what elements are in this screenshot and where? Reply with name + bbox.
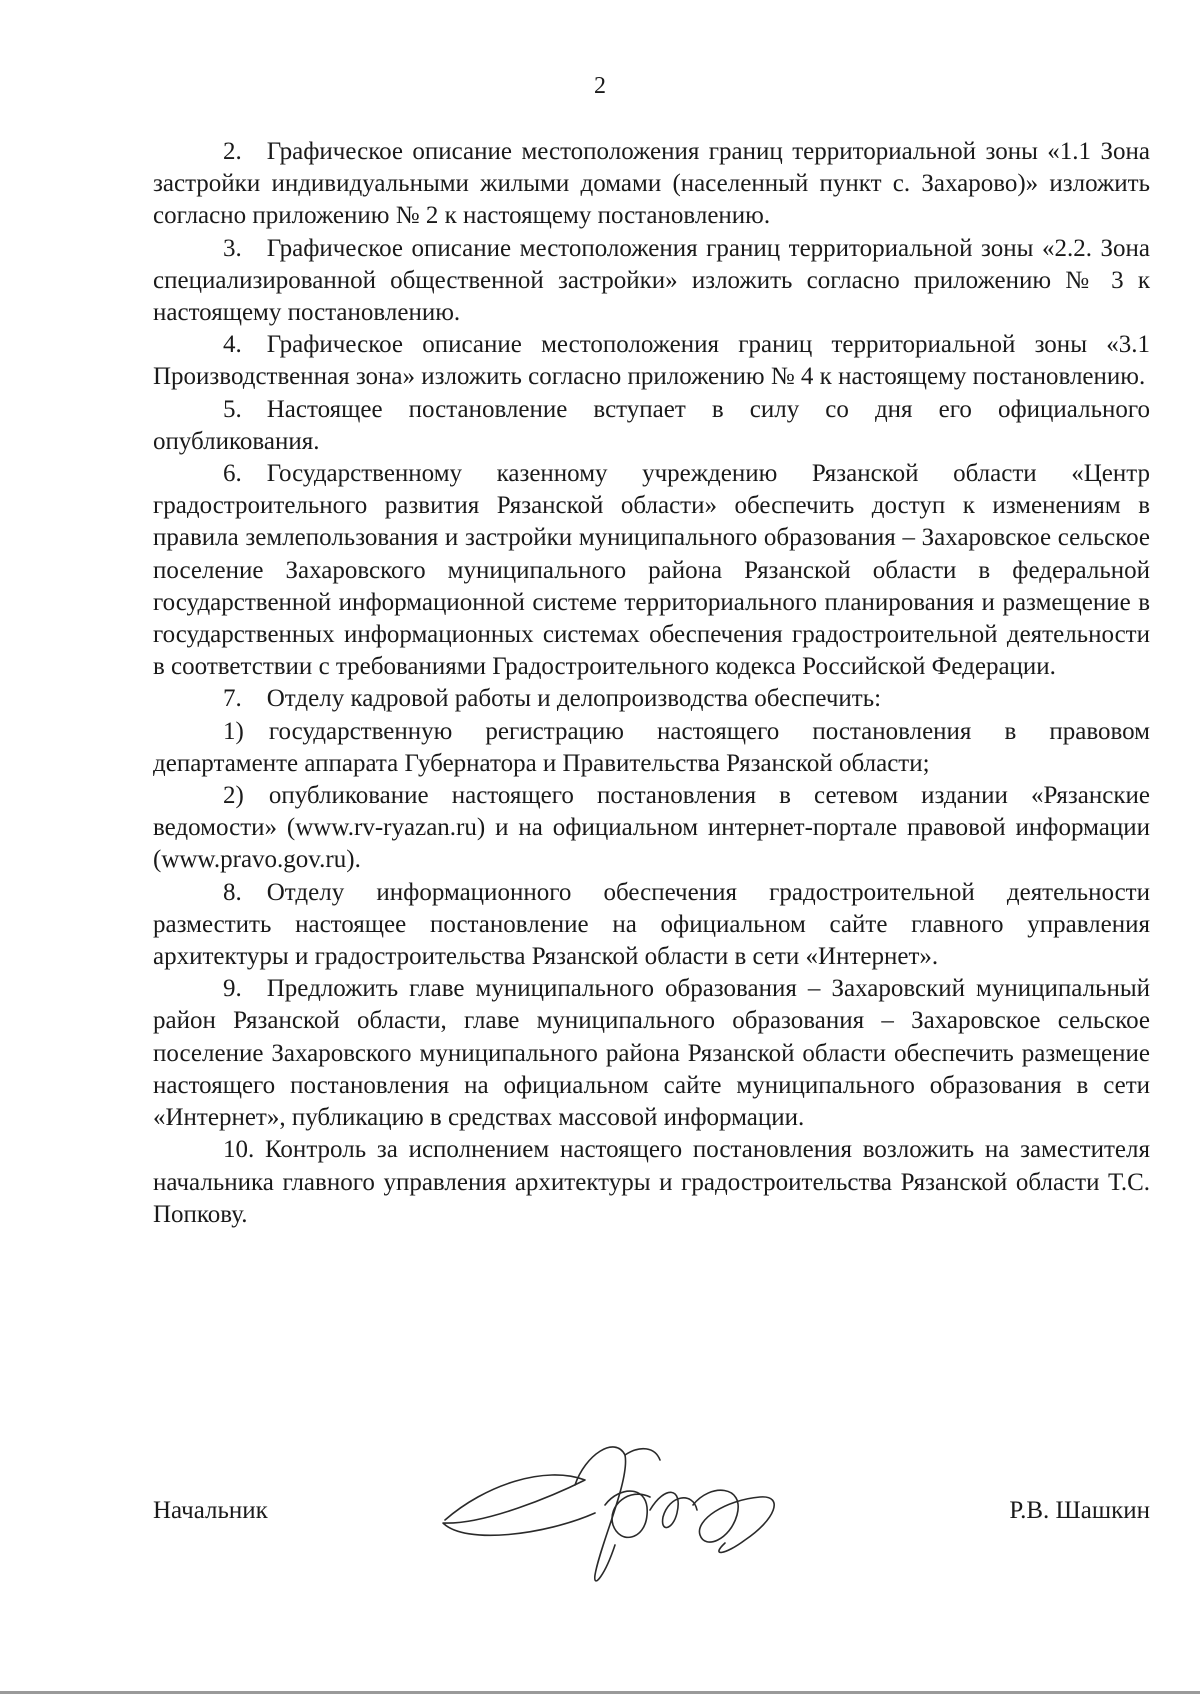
signatory-position: Начальник [153, 1497, 268, 1524]
paragraph-item-3: 3. Графическое описание местоположения границ территориальной зоны «2.2. Зона специализированной общественной застройки» изложить согласно приложению № 3 к настоящему постановлению. [153, 234, 1150, 327]
subparagraph-item-1: 1) государственную регистрацию настоящего постановления в правовом департаменте аппарата Губернатора и Правительства Рязанской области; [153, 717, 1150, 777]
page-bottom-edge [0, 1691, 1200, 1694]
paragraph-item-8: 8. Отделу информационного обеспечения градостроительной деятельности разместить настоящее постановление на официальном сайте главного управления архитектуры и градостроительства Рязанской области в сети «Интернет». [153, 878, 1150, 971]
document-body [153, 136, 1150, 1231]
paragraph-item-2: 2. Графическое описание местоположения границ территориальной зоны «1.1 Зона застройки индивидуальными жилыми домами (населенный пункт с. Захарово)» изложить согласно приложению № 2 к настоящему постановлению. [153, 138, 1150, 230]
paragraph-item-5: 5. Настоящее постановление вступает в силу со дня его официального опубликования. [153, 395, 1150, 455]
paragraph-item-9: 9. Предложить главе муниципального образования – Захаровский муниципальный район Рязанской области, главе муниципального образования – Захаровское сельское поселение Захаровского муниципального района Рязанской области обеспечить размещение настоящего постановления на официальном сайте муниципального образования в сети «Интернет», публикацию в средствах массовой информации. [153, 975, 1150, 1132]
paragraph-item-6: 6. Государственному казенному учреждению Рязанской области «Центр градостроительного развития Рязанской области» обеспечить доступ к изменениям в правила землепользования и застройки муниципального образования – Захаровское сельское поселение Захаровского муниципального района Рязанской области в федеральной государственной информационной системе территориального планирования и размещение в государственных информационных системах обеспечения градостроительной деятельности в соответствии с требованиями Градостроительного кодекса Российской Федерации. [153, 460, 1150, 681]
page-number: 2 [594, 73, 606, 99]
paragraph-item-4: 4. Графическое описание местоположения границ территориальной зоны «3.1 Производственная зона» изложить согласно приложению № 4 к настоящему постановлению. [153, 331, 1150, 391]
paragraph-item-10: 10. Контроль за исполнением настоящего постановления возложить на заместителя начальника главного управления архитектуры и градостроительства Рязанской области Т.С. Попкову. [153, 1136, 1150, 1228]
signatory-name: Р.В. Шашкин [1009, 1497, 1150, 1524]
signature-block [153, 1495, 1150, 1535]
paragraph-item-7: 7. Отделу кадровой работы и делопроизводства обеспечить: [223, 685, 882, 713]
subparagraph-item-2: 2) опубликование настоящего постановления в сетевом издании «Рязанские ведомости» (www.rv-ryazan.ru) и на официальном интернет-портале правовой информации (www.pravo.gov.ru). [153, 782, 1150, 874]
